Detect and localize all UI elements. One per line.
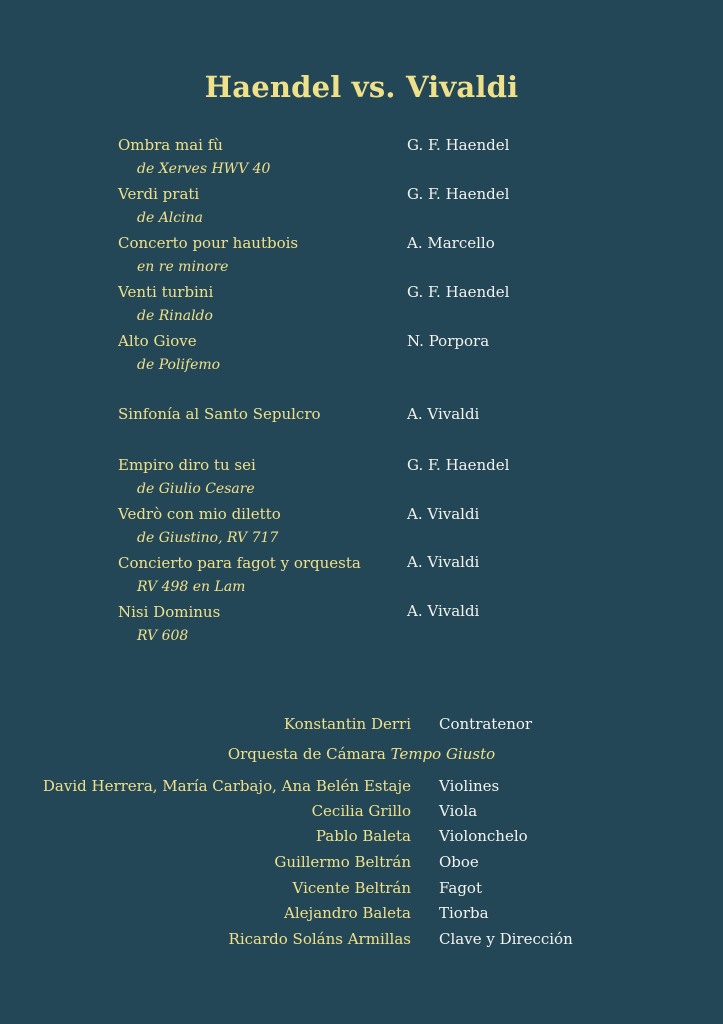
- performer-role: Violines: [439, 777, 500, 795]
- performer-role: Tiorba: [439, 904, 489, 922]
- piece-composer: N. Porpora: [407, 332, 490, 350]
- piece-title: Sinfonía al Santo Sepulcro: [118, 405, 321, 423]
- performer-name: David Herrera, María Carbajo, Ana Belén Estaje: [42, 777, 411, 795]
- performer-role: Clave y Dirección: [439, 930, 573, 948]
- piece-subtitle: RV 498 en Lam: [137, 579, 246, 595]
- piece-composer: A. Marcello: [407, 234, 495, 252]
- performer-role: Oboe: [439, 853, 479, 871]
- piece-title: Concerto pour hautbois: [118, 234, 299, 252]
- performer-role: Violonchelo: [439, 827, 528, 845]
- piece-title: Nisi Dominus: [118, 603, 221, 621]
- piece-subtitle: de Alcina: [137, 210, 203, 226]
- orchestra-prefix: Orquesta de Cámara: [227, 745, 386, 763]
- performer-name: Guillermo Beltrán: [274, 853, 411, 871]
- piece-title: Verdi prati: [118, 185, 200, 203]
- piece-subtitle: RV 608: [137, 628, 189, 644]
- piece-title: Alto Giove: [118, 332, 197, 350]
- piece-composer: A. Vivaldi: [407, 505, 480, 523]
- piece-title: Empiro diro tu sei: [118, 456, 256, 474]
- performer-name: Vicente Beltrán: [292, 879, 411, 897]
- performer-role: Viola: [439, 802, 478, 820]
- orchestra-name: Tempo Giusto: [390, 745, 496, 763]
- soloist-name: Konstantin Derri: [283, 715, 411, 733]
- piece-title: Concierto para fagot y orquesta: [118, 554, 361, 572]
- performer-name: Alejandro Baleta: [284, 904, 411, 922]
- piece-subtitle: de Rinaldo: [137, 308, 213, 324]
- performer-role: Fagot: [439, 879, 482, 897]
- piece-subtitle: de Giulio Cesare: [137, 481, 255, 497]
- piece-composer: G. F. Haendel: [407, 185, 510, 203]
- piece-title: Venti turbini: [118, 283, 214, 301]
- piece-composer: G. F. Haendel: [407, 456, 510, 474]
- piece-composer: A. Vivaldi: [407, 405, 480, 423]
- piece-title: Ombra mai fù: [118, 136, 223, 154]
- piece-subtitle: de Giustino, RV 717: [137, 530, 279, 546]
- piece-composer: G. F. Haendel: [407, 136, 510, 154]
- performer-name: Cecilia Grillo: [311, 802, 411, 820]
- piece-composer: A. Vivaldi: [407, 553, 480, 571]
- piece-subtitle: de Xerves HWV 40: [137, 161, 271, 177]
- piece-composer: A. Vivaldi: [407, 602, 480, 620]
- piece-composer: G. F. Haendel: [407, 283, 510, 301]
- piece-subtitle: de Polifemo: [137, 357, 221, 373]
- page-title: Haendel vs. Vivaldi: [204, 70, 519, 104]
- soloist-role: Contratenor: [439, 715, 533, 733]
- performer-name: Pablo Baleta: [315, 827, 411, 845]
- piece-title: Vedrò con mio diletto: [118, 505, 281, 523]
- performer-name: Ricardo Soláns Armillas: [228, 930, 411, 948]
- orchestra-heading: [0, 745, 723, 763]
- piece-subtitle: en re minore: [137, 259, 229, 275]
